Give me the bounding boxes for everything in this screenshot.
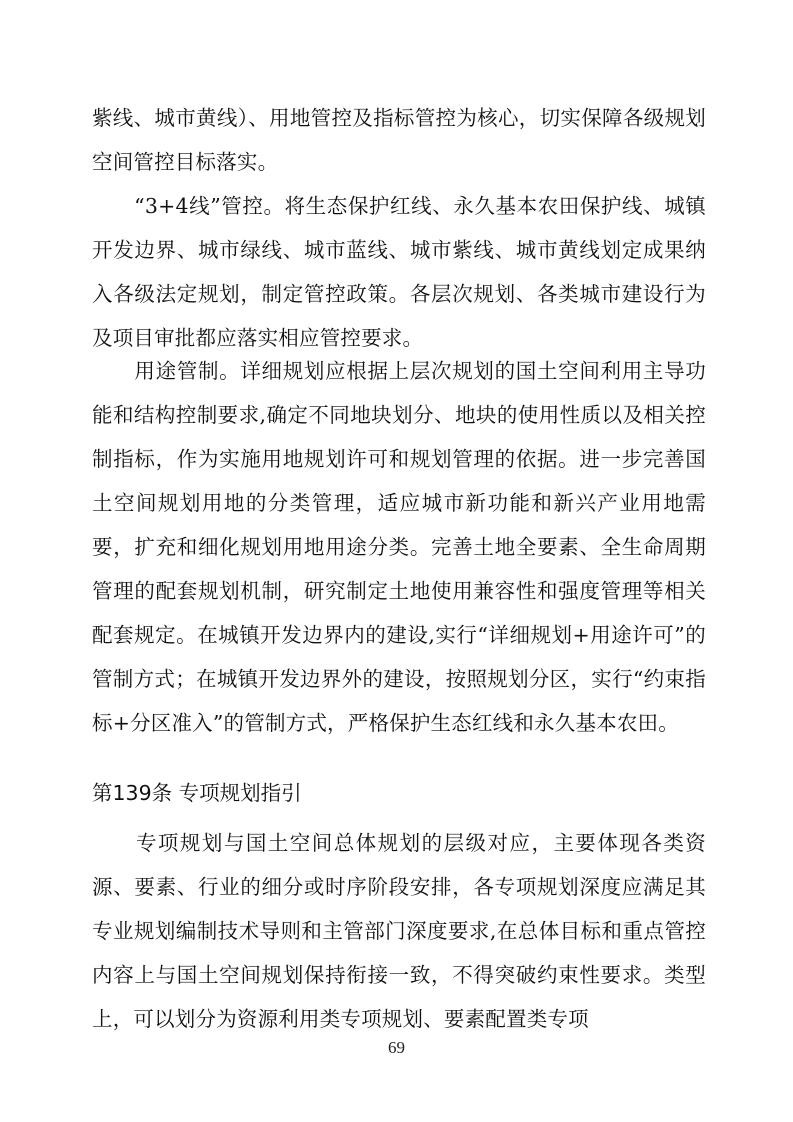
page-number: 69 (388, 1038, 405, 1057)
paragraph-3-4-line-control: “3+4线”管控。将生态保护红线、永久基本农田保护线、城镇开发边界、城市绿线、城市蓝线、城市紫线、城市黄线划定成果纳入各级法定规划，制定管控政策。各层次规划、各类城市建设行为及项目审批都应落实相应管控要求。 (92, 194, 706, 350)
section-heading: 第139条 专项规划指引 (92, 781, 302, 805)
paragraph-continued: 紫线、城市黄线）、用地管控及指标管控为核心，切实保障各级规划空间管控目标落实。 (92, 106, 706, 174)
paragraph-use-control: 用途管制。详细规划应根据上层次规划的国土空间利用主导功能和结构控制要求,确定不同地块划分、地块的使用性质以及相关控制指标，作为实施用地规划许可和规划管理的依据。进一步完善国土空间规划用地的分类管理，适应城市新功能和新兴产业用地需要，扩充和细化规划用地用途分类。完善土地全要素、全生命周期管理的配套规划机制，研究制定土地使用兼容性和强度管理等相关配套规定。在城镇开发边界内的建设,实行“详细规划+用途许可”的管制方式；在城镇开发边界外的建设，按照规划分区，实行“约束指标+分区准入”的管制方式，严格保护生态红线和永久基本农田。 (92, 359, 706, 735)
paragraph-special-planning: 专项规划与国土空间总体规划的层级对应，主要体现各类资源、要素、行业的细分或时序阶段安排，各专项规划深度应满足其专业规划编制技术导则和主管部门深度要求,在总体目标和重点管控内容上与国土空间规划保持衔接一致，不得突破约束性要求。类型上，可以划分为资源利用类专项规划、要素配置类专项 (92, 831, 706, 1031)
